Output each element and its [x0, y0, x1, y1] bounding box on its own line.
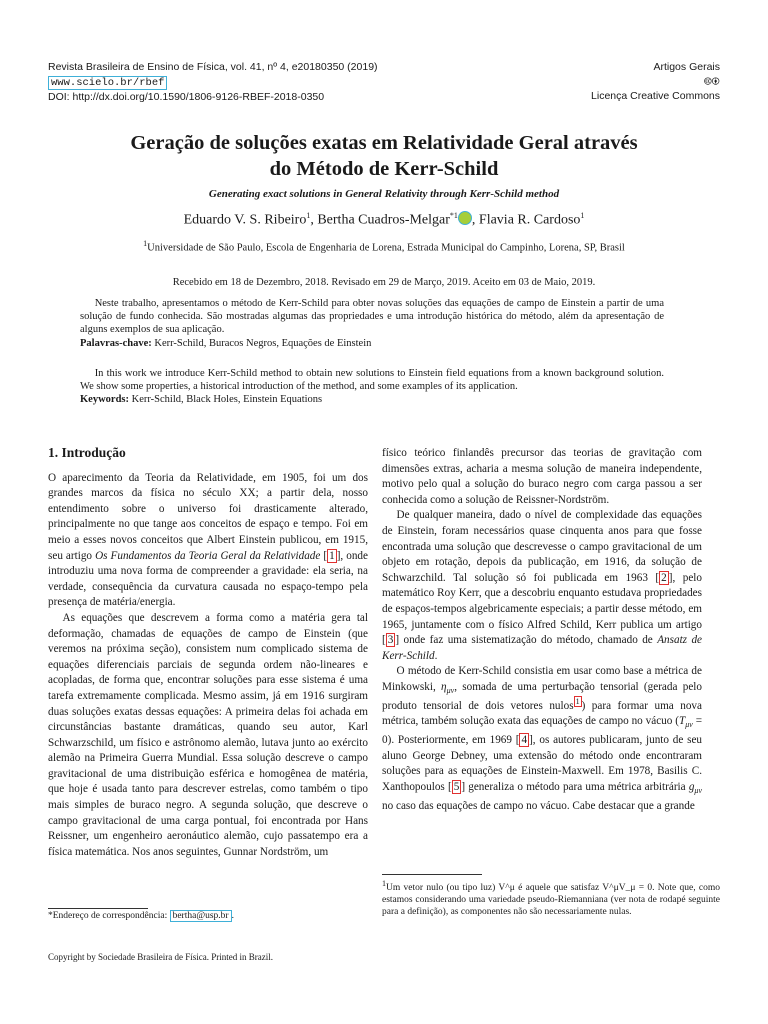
paragraph: físico teórico finlandês precursor das teorias de gravitação com dimensões extras, acharia a mesma solução de maneira independente, motivo pelo qual a solução do buraco negro com carga passou a ser conhecida como a solução de Reissner-Nordström.	[382, 447, 702, 506]
author-name: Eduardo V. S. Ribeiro	[183, 212, 307, 228]
journal-url-link[interactable]: www.scielo.br/rbef	[48, 76, 167, 90]
license-label[interactable]: Licença Creative Commons	[591, 90, 720, 102]
body-column-right	[382, 446, 702, 814]
doi-link[interactable]: DOI: http://dx.doi.org/10.1590/1806-9126-RBEF-2018-0350	[48, 91, 325, 103]
abstract-text: In this work we introduce Kerr-Schild method to obtain new solutions to Einstein field equations from a known background solution. We show some properties, a historical introduction of the method, and some examples of its application.	[80, 368, 664, 393]
orcid-icon[interactable]	[458, 211, 472, 225]
paragraph: O aparecimento da Teoria da Relatividade, em 1905, foi um dos grandes marcos da física no século XX; a partir dela, nosso entendimento sobre o universo foi drasticamente alterado, principalmente no que tange aos conceitos de espaço e tempo. Foi em meio a esses novos conceitos que Albert Einstein publicou, em 1915, seu artigo Os Fundamentos da Teoria Geral da Relatividade [ 1 ], onde introduziu uma nova forma de compreender a gravidade: ela seria, na verdade, consequência da curvatura causada no espaço-tempo pela presença de matéria/energia.	[48, 471, 368, 609]
copyright-notice: Copyright by Sociedade Brasileira de Física. Printed in Brazil.	[48, 952, 273, 962]
submission-dates: Recebido em 18 de Dezembro, 2018. Revisado em 29 de Março, 2019. Aceito em 03 de Maio, 2019.	[172, 277, 596, 288]
title-line-1: Geração de soluções exatas em Relatividade Geral através	[130, 132, 638, 154]
author-affil-sup: *1	[449, 211, 458, 220]
correspondence-footnote: *Endereço de correspondência: bertha@usp.br .	[48, 911, 234, 921]
author-affil-sup: 1	[580, 211, 585, 220]
citation-link[interactable]: 4	[521, 734, 528, 747]
footnote: $^1$Um vetor nulo (ou tipo luz) V^μ é aquele que satisfaz V^μV_μ = 0. Note que, como estamos considerando uma variedade pseudo-Riemanniana (ver nota de rodapé seguinte para a definição), as componentes não são necessariamente nulas.	[382, 879, 720, 917]
footnote-divider	[382, 874, 482, 875]
footnote-link[interactable]: 1	[575, 697, 580, 706]
abstract-portuguese	[80, 297, 664, 350]
abstract-text: Neste trabalho, apresentamos o método de Kerr-Schild para obter novas soluções das equações de campo de Einstein a partir de uma solução de fundo conhecida. São mostradas algumas das propriedades e uma introdução histórica do método, além da apresentação de alguns exemplos de sua aplicação.	[80, 298, 664, 336]
body-column-left	[48, 445, 368, 860]
citation-link[interactable]: 3	[387, 634, 394, 647]
citation-link[interactable]: 5	[453, 780, 460, 793]
citation-link[interactable]: 2	[661, 571, 667, 584]
keywords-label: Keywords:	[80, 394, 129, 406]
paper-subtitle: Generating exact solutions in General Relativity through Kerr-Schild method	[208, 188, 560, 200]
paragraph: De qualquer maneira, dado o nível de complexidade das equações de Einstein, foram necessários quase cinquenta anos para que fosse encontrada uma solução que descrevesse o campo gravitacional de um objeto em rotação, depois da publicação, em 1916, da solução de Schwarzchild. Tal solução só foi publicada em 1963 [ 2 ], pelo matemático Roy Kerr, que a descobriu enquanto estudava propriedades de espaços-tempos algebricamente especiais; a partir desse método, em 1965, juntamente com o físico Alfred Schild, Kerr publica um artigo [ 3 ] onde faz uma sistematização do método, chamado de Ansatz de Kerr-Schild.	[382, 509, 703, 662]
journal-citation: Revista Brasileira de Ensino de Física, vol. 41, nº 4, e20180350 (2019)	[48, 61, 378, 73]
keywords-text: Kerr-Schild, Buracos Negros, Equações de Einstein	[151, 337, 372, 349]
author-name: Bertha Cuadros-Melgar	[317, 212, 450, 228]
author-name: Flavia R. Cardoso	[478, 212, 581, 228]
section-heading: 1. Introdução	[48, 445, 126, 460]
keywords-text: Kerr-Schild, Black Holes, Einstein Equations	[129, 394, 323, 406]
journal-header	[48, 60, 378, 105]
abstract-english	[80, 367, 664, 407]
author-list: Eduardo V. S. Ribeiro$^1$, Bertha Cuadros-Melgar$^{*1}$ , Flavia R. Cardoso$^1$	[183, 211, 585, 228]
email-link[interactable]: bertha@usp.br	[170, 910, 232, 922]
paper-title	[48, 130, 720, 182]
section-label: Artigos Gerais	[653, 61, 720, 73]
creative-commons-icon[interactable]: 🅭🅯	[704, 75, 720, 88]
paragraph: As equações que descrevem a forma como a matéria gera tal deformação, chamadas de equações de campo de Einstein (que veremos na próxima seção), consistem num complicado sistema de equações diferenciais parciais de segunda ordem não-lineares e acopladas, de forma que, encontrar soluções para esse sistema é uma tarefa extremamente complicada. Mesmo assim, já em 1916 surgiram duas soluções exatas dessas equações: A primeira delas foi achada em circunstâncias bastante dramáticas, quando seu autor, Karl Schwarzschild, um físico e astrônomo alemão, lutava junto ao exército alemão na Primeira Guerra Mundial. Essa solução descreve o campo gravitacional de uma distribuição esférica e homogênea de matéria, que hoje é usada tanto para descrever estrelas, como também o tipo mais simples de buraco negro. A segunda solução, que descreve o campo gravitacional de uma carga pontual, foi encontrada por Hans Reissner, um engenheiro aeronáutico alemão, cujo passatempo era a física matemática. Nos anos seguintes, Gunnar Nordström, um	[48, 611, 368, 858]
affiliation: $^1$Universidade de São Paulo, Escola de Engenharia de Lorena, Estrada Municipal do Campinho, Lorena, SP, Brasil	[143, 239, 625, 254]
footnote-divider	[48, 908, 148, 909]
citation-link[interactable]: 1	[329, 549, 335, 562]
author-affil-sup: 1	[306, 211, 311, 220]
paragraph: O método de Kerr-Schild consistia em usar como base a métrica de Minkowski, $\eta_{\mu\nu}$, somada de uma perturbação tensorial (gerada pelo produto tensorial de dois vetores nulos $^1$ ) para formar uma nova métrica, também solução exata das equações de campo no vácuo $(T_{\mu\nu} = 0)$. Posteriormente, em 1969 [ 4 ], os autores publicaram, junto de seu aluno George Debney, uma extensão do método onde encontraram soluções para as equações de Einstein-Maxwell. Em 1978, Basilis C. Xanthopoulos [ 5 ] generaliza o método para uma métrica arbitrária $g_{\mu\nu}$ no caso das equações de campo no vácuo. Cabe destacar que a grande	[382, 665, 703, 812]
title-line-2: do Método de Kerr-Schild	[269, 158, 499, 180]
keywords-label: Palavras-chave:	[80, 337, 152, 349]
license-header	[591, 60, 720, 104]
